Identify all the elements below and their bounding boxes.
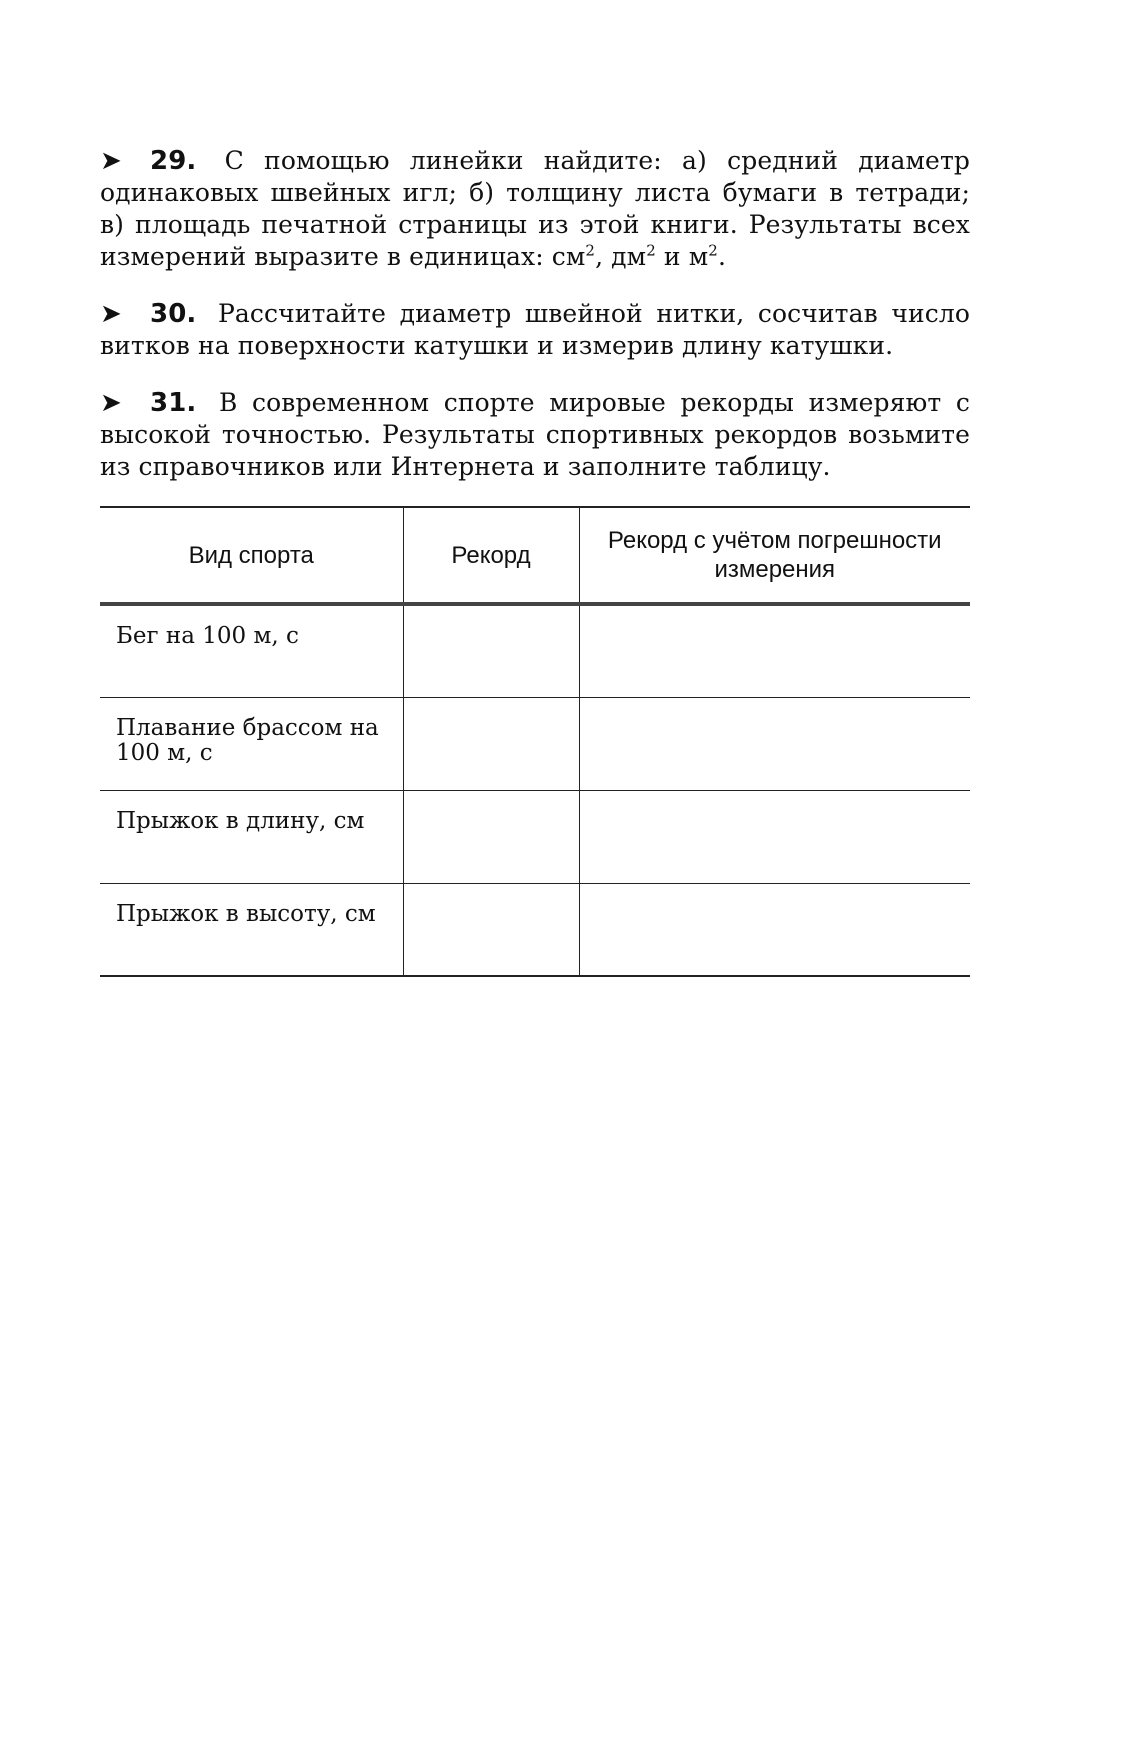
task-number: 31. bbox=[150, 388, 197, 418]
record-with-error-cell[interactable] bbox=[579, 604, 970, 697]
record-cell[interactable] bbox=[403, 790, 579, 883]
task-30 bbox=[100, 298, 970, 362]
task-29 bbox=[100, 145, 970, 273]
task-text-part: . bbox=[717, 242, 726, 271]
column-header-record: Рекорд bbox=[403, 507, 579, 604]
task-text: С помощью линейки найдите: а) средний диаметр одинаковых швейных игл; б) толщину листа бумаги в тетради; в) площадь печатной страницы из этой книги. Результаты всех измерений выразите в единицах: см bbox=[100, 146, 970, 271]
records-table bbox=[100, 506, 970, 977]
record-cell[interactable] bbox=[403, 697, 579, 790]
record-with-error-cell[interactable] bbox=[579, 697, 970, 790]
task-31 bbox=[100, 387, 970, 483]
sport-cell: Прыжок в высоту, см bbox=[100, 883, 403, 976]
superscript: 2 bbox=[585, 241, 596, 260]
bullet-arrow-icon: ➤ bbox=[100, 299, 122, 329]
table-row bbox=[100, 697, 970, 790]
page bbox=[100, 120, 970, 977]
record-cell[interactable] bbox=[403, 883, 579, 976]
record-cell[interactable] bbox=[403, 604, 579, 697]
bullet-arrow-icon: ➤ bbox=[100, 388, 122, 418]
sport-cell: Плавание брассом на 100 м, с bbox=[100, 697, 403, 790]
superscript: 2 bbox=[646, 241, 656, 260]
record-with-error-cell[interactable] bbox=[579, 883, 970, 976]
column-header-record-with-error: Рекорд с учётом погрешности измерения bbox=[579, 507, 970, 604]
table-row bbox=[100, 790, 970, 883]
task-number: 30. bbox=[150, 299, 197, 329]
task-text: Рассчитайте диаметр швейной нитки, сосчитав число витков на поверхности катушки и измерив длину катушки. bbox=[100, 299, 970, 360]
column-header-sport: Вид спорта bbox=[100, 507, 403, 604]
superscript: 2 bbox=[708, 241, 718, 260]
table-row bbox=[100, 604, 970, 697]
sport-cell: Прыжок в длину, см bbox=[100, 790, 403, 883]
task-text-part: и м bbox=[655, 242, 709, 271]
task-text-part: , дм bbox=[595, 242, 647, 271]
task-text: В современном спорте мировые рекорды измеряют с высокой точностью. Результаты спортивных рекордов возьмите из справочников или Интернета и заполните таблицу. bbox=[100, 388, 970, 481]
sport-cell: Бег на 100 м, с bbox=[100, 604, 403, 697]
table-header-row bbox=[100, 507, 970, 604]
record-with-error-cell[interactable] bbox=[579, 790, 970, 883]
table-row bbox=[100, 883, 970, 976]
bullet-arrow-icon: ➤ bbox=[100, 146, 122, 176]
task-number: 29. bbox=[150, 146, 197, 176]
